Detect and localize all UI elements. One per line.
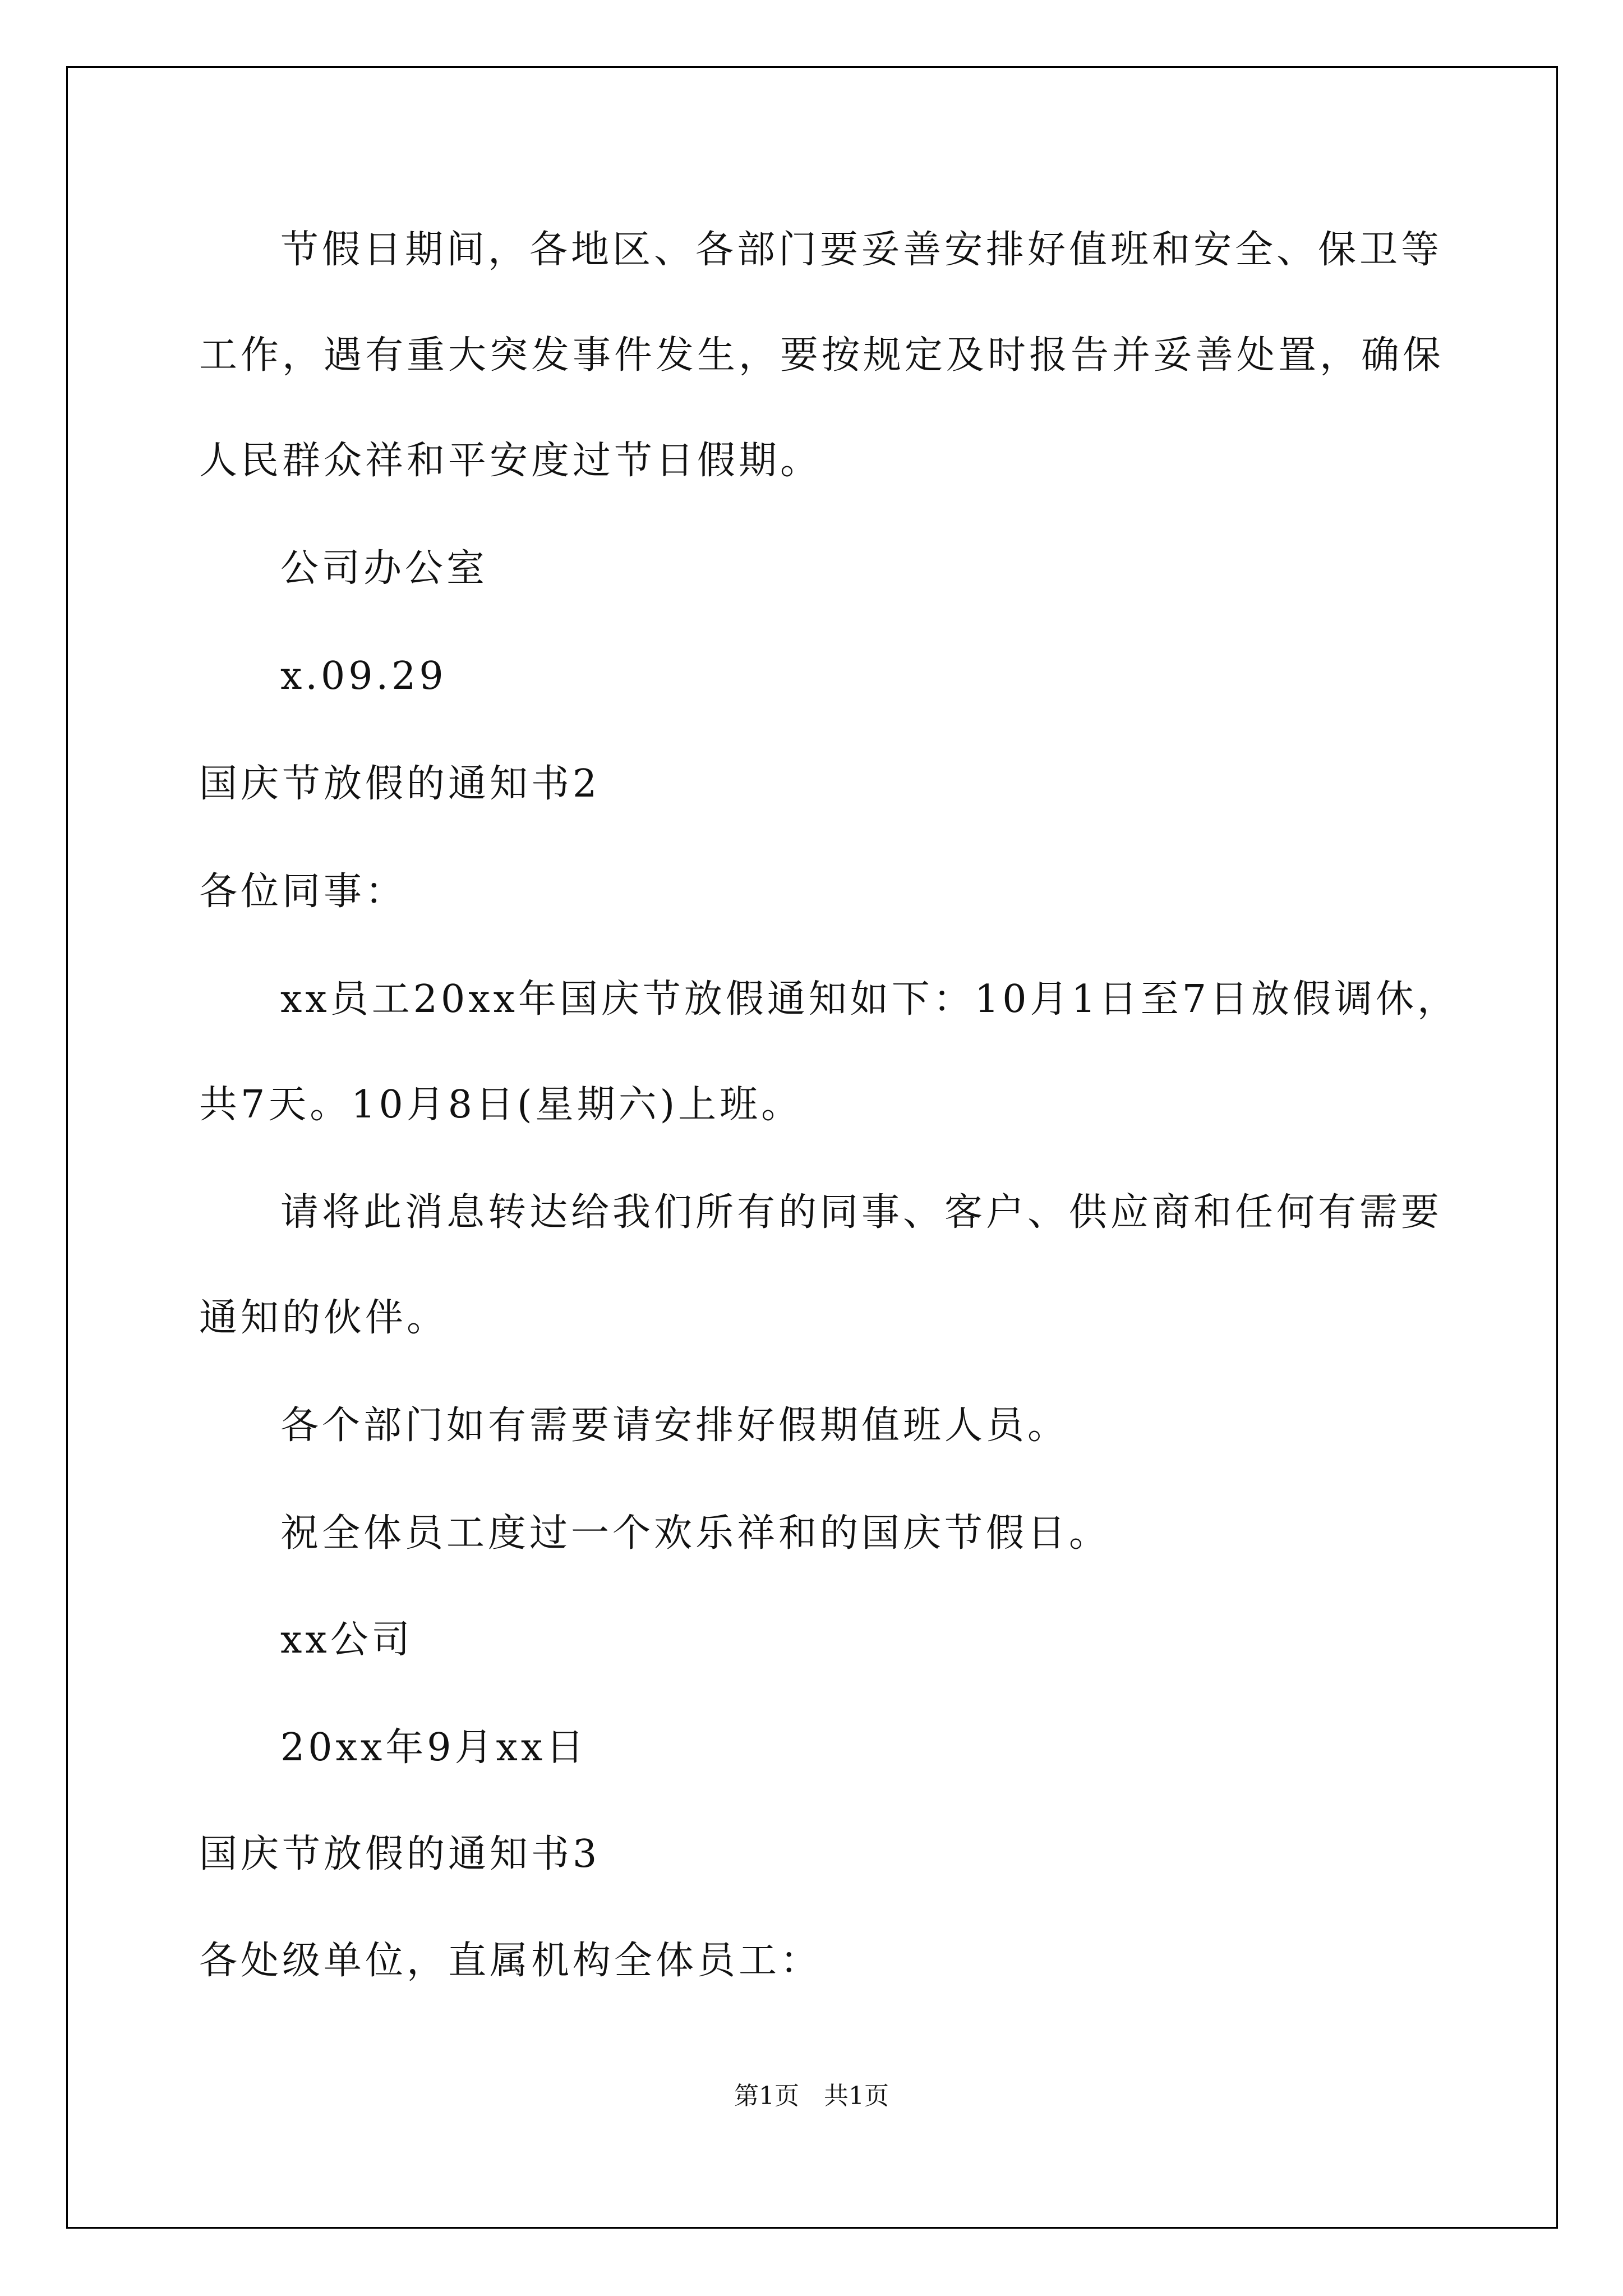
paragraph-line: 人民群众祥和平安度过节日假期。 (199, 439, 822, 483)
salutation: 各位同事： (199, 869, 407, 914)
signature-office: 公司办公室 (280, 546, 488, 591)
paragraph-line: 共7天。10月8日(星期六)上班。 (199, 1083, 803, 1127)
paragraph-line: 请将此消息转达给我们所有的同事、客户、供应商和任何有需要 (280, 1190, 1443, 1235)
salutation: 各处级单位，直属机构全体员工： (199, 1939, 822, 1983)
paragraph-line: 通知的伙伴。 (199, 1296, 449, 1340)
paragraph-line: 各个部门如有需要请安排好假期值班人员。 (280, 1404, 1069, 1448)
signature-date: 20xx年9月xx日 (280, 1726, 588, 1770)
section-title: 国庆节放假的通知书3 (199, 1832, 601, 1876)
signature-company: xx公司 (280, 1618, 413, 1662)
paragraph-line: 工作，遇有重大突发事件发生，要按规定及时报告并妥善处置，确保 (199, 333, 1445, 378)
page-border (66, 66, 1558, 2229)
paragraph-line: xx员工20xx年国庆节放假通知如下：10月1日至7日放假调休， (280, 977, 1459, 1022)
section-title: 国庆节放假的通知书2 (199, 762, 601, 806)
paragraph-line: 节假日期间，各地区、各部门要妥善安排好值班和安全、保卫等 (280, 228, 1443, 272)
page-footer: 第1页 共1页 (734, 2082, 889, 2110)
signature-date: x.09.29 (280, 654, 447, 698)
paragraph-line: 祝全体员工度过一个欢乐祥和的国庆节假日。 (280, 1511, 1111, 1556)
